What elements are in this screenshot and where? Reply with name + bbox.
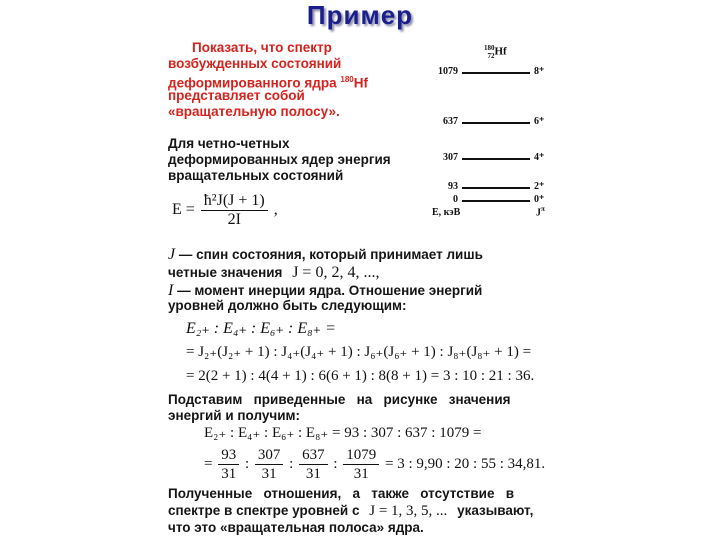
task-line-5: «вращательную полосу». <box>168 104 340 119</box>
explain-line-3-text: — момент инерции ядра. Отношение энергий <box>177 283 483 298</box>
fraction-separator: : <box>329 455 342 472</box>
formula-lhs: E = <box>172 201 195 219</box>
task-nucleus-symbol: Hf <box>353 75 369 91</box>
explain-line-1 <box>168 246 483 264</box>
conclusion-line-2 <box>168 503 533 520</box>
explain-line-2-text: четные значения <box>168 265 283 280</box>
ratio-row-3: = 2(2 + 1) : 4(4 + 1) : 6(6 + 1) : 8(8 + 1) = 3 : 10 : 21 : 36. <box>186 368 535 384</box>
fraction-numerator: 93 <box>218 446 239 465</box>
energy-level-line <box>462 187 530 189</box>
energy-level-line <box>462 158 530 160</box>
level-spin: 6⁺ <box>534 116 545 127</box>
level-spin: 4⁺ <box>534 152 545 163</box>
explain-line-4: уровней должно быть следующим: <box>168 298 407 313</box>
level-energy: 637 <box>443 116 458 127</box>
ratio2-fraction <box>299 446 328 483</box>
level-energy: 307 <box>443 152 458 163</box>
fraction-separator: : <box>285 455 298 472</box>
fraction-denominator: 31 <box>305 466 321 482</box>
level-spin: 2⁺ <box>534 181 545 192</box>
fraction-numerator: 307 <box>255 446 284 465</box>
fraction-denominator: 31 <box>261 466 277 482</box>
explain-line-2 <box>168 264 379 282</box>
level-diagram <box>428 40 552 220</box>
intro-line-3: вращательных состояний <box>168 168 344 183</box>
ratio-row-1: E₂₊ : E₄₊ : E₆₊ : E₈₊ = <box>186 320 336 337</box>
fraction-numerator: 637 <box>299 446 328 465</box>
ratio2-fractions <box>216 447 381 482</box>
ratio2-fraction <box>255 446 284 483</box>
formula-denominator: 2I <box>227 211 241 228</box>
energy-level-line <box>462 72 530 74</box>
formula-numerator: ħ²J(J + 1) <box>201 192 268 211</box>
conclusion-line-2a: спектре в спектре уровней с <box>168 503 360 518</box>
energy-axis-label: E, кэВ <box>432 207 461 218</box>
energy-level-line <box>462 122 530 124</box>
j-values: J = 0, 2, 4, ..., <box>292 264 380 281</box>
energy-level-line <box>462 200 530 202</box>
spin-axis-label: $J^\pi$ <box>536 205 545 219</box>
level-energy: 1079 <box>438 66 458 77</box>
ratio2-row-2 <box>204 446 545 483</box>
formula-fraction <box>201 192 268 229</box>
energy-formula <box>172 192 278 229</box>
conclusion-j-values: J = 1, 3, 5, ... <box>369 503 448 519</box>
task-line-1: Показать, что спектр <box>192 40 332 55</box>
intro-line-1: Для четно-четных <box>168 136 290 151</box>
task-nucleus-mass: 180 <box>340 75 354 84</box>
intro-line-2: деформированных ядер энергия <box>168 152 391 167</box>
level-energy: 93 <box>448 181 458 192</box>
level-spin: 8⁺ <box>534 66 545 77</box>
substitute-line-2: энергий и получим: <box>168 408 300 423</box>
fraction-denominator: 31 <box>221 466 237 482</box>
ratio2-row-1: E₂₊ : E₄₊ : E₆₊ : E₈₊ = 93 : 307 : 637 : 1079 = <box>204 425 482 441</box>
ratio2-lead: = <box>204 455 213 472</box>
fraction-denominator: 31 <box>353 466 369 482</box>
substitute-line-1: Подставим приведенные на рисунке значения <box>168 392 511 407</box>
explain-line-1-text: — спин состояния, который принимает лишь <box>178 247 483 262</box>
i-symbol: I <box>168 282 174 299</box>
conclusion-line-2b: указывают, <box>457 503 534 518</box>
level-energy: 0 <box>453 194 458 205</box>
ratio-row-2: = J₂₊(J₂₊ + 1) : J₄₊(J₄₊ + 1) : J₆₊(J₆₊ + 1) : J₈₊(J₈₊ + 1) = <box>186 344 532 360</box>
nucleus-mass-number: 180 <box>484 44 495 52</box>
formula-tail: , <box>273 201 278 219</box>
ratio2-fraction <box>218 446 239 483</box>
task-line-3-text: деформированного ядра <box>168 75 337 91</box>
level-spin: 0⁺ <box>534 194 545 205</box>
fraction-separator: : <box>241 455 253 472</box>
conclusion-line-1: Полученные отношения, а также отсутствие в <box>168 486 515 501</box>
task-line-4: представляет собой <box>168 88 305 103</box>
j-symbol: J <box>168 246 176 263</box>
nucleus-symbol: Hf <box>494 45 507 58</box>
ratio2-fraction <box>343 446 379 483</box>
ratio2-result: = 3 : 9,90 : 20 : 55 : 34,81. <box>384 455 546 472</box>
nucleus-atomic-number: 72 <box>487 52 495 60</box>
slide-title: Пример <box>306 0 414 30</box>
task-line-2: возбужденных состояний <box>168 56 342 71</box>
conclusion-line-3: что это «вращательная полоса» ядра. <box>168 520 424 535</box>
fraction-numerator: 1079 <box>343 446 379 465</box>
nucleus-label <box>484 44 507 60</box>
